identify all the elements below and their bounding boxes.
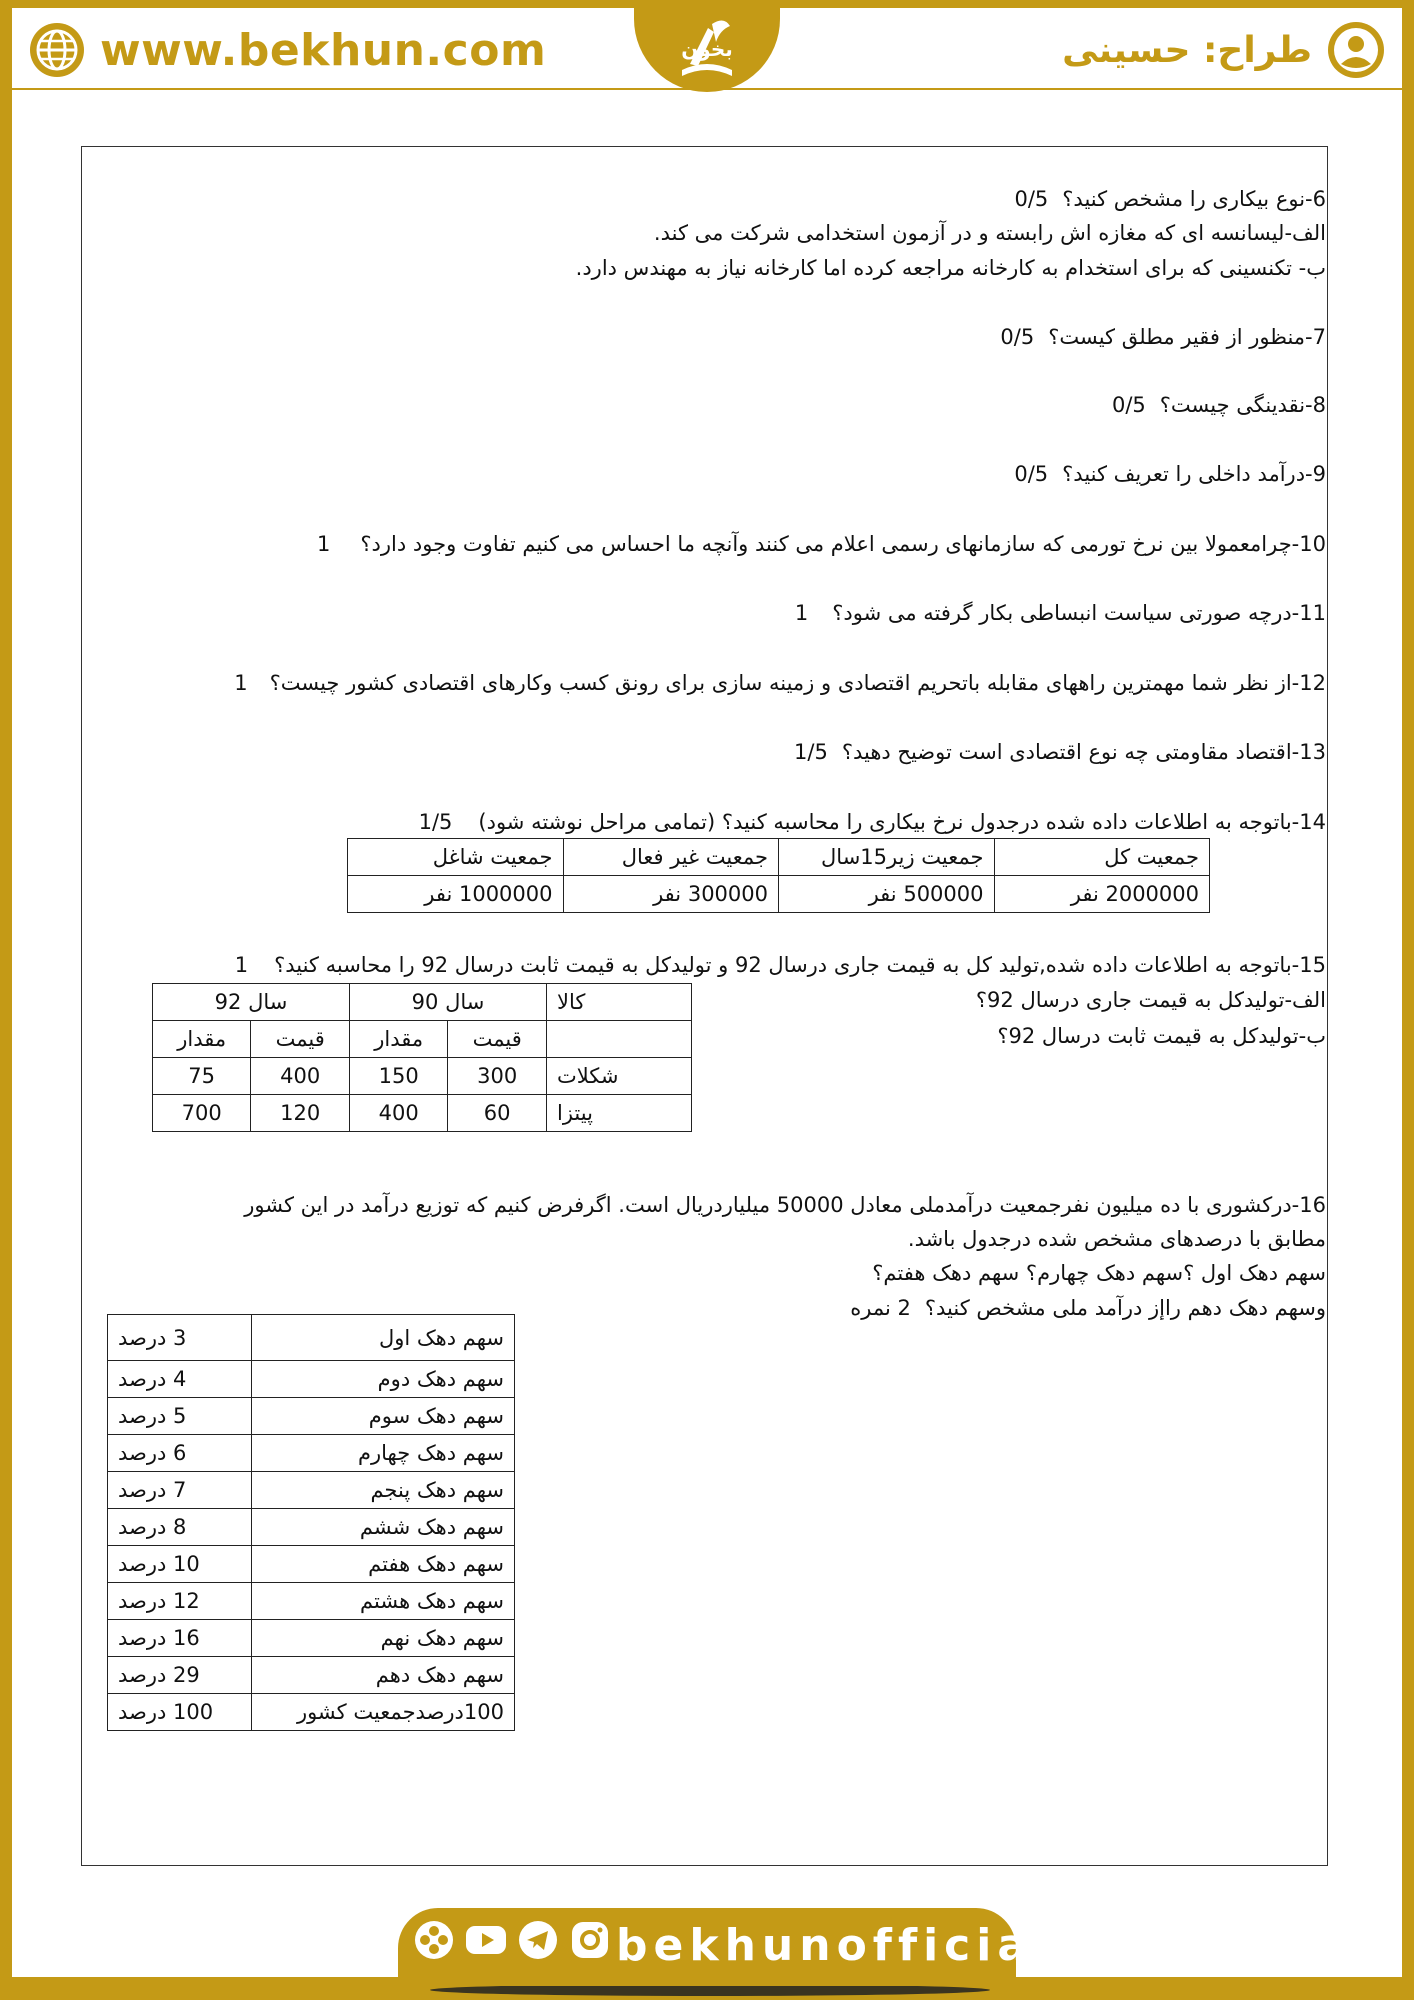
site-url[interactable]: www.bekhun.com: [100, 24, 547, 76]
table-cell: سال 90: [350, 984, 547, 1021]
table-cell: 5 درصد: [108, 1398, 252, 1435]
table-row: [108, 1509, 515, 1546]
table-cell: 7 درصد: [108, 1472, 252, 1509]
q16-table: [107, 1314, 515, 1731]
q14: 14-باتوجه به اطلاعات داده شده درجدول نرخ بیکاری را محاسبه کنید؟ (تمامی مراحل نوشته شود)1/5: [418, 810, 1326, 834]
q16-line4: وسهم دهک دهم راإز درآمد ملی مشخص کنید؟2 نمره: [850, 1296, 1326, 1320]
table-row: [108, 1435, 515, 1472]
table-cell: سهم دهک نهم: [252, 1620, 515, 1657]
table-cell: 75: [153, 1058, 251, 1095]
q6-b: ب- تکنسینی که برای استخدام به کارخانه مراجعه کرده اما کارخانه نیاز به مهندس دارد.: [575, 256, 1326, 280]
table-cell: [547, 1021, 692, 1058]
instagram-icon[interactable]: [568, 1918, 612, 1962]
designer-name: طراح: حسینی: [1062, 29, 1312, 71]
table-cell: 500000 نفر: [779, 876, 995, 913]
table-row: [153, 1058, 692, 1095]
table-cell: سهم دهک چهارم: [252, 1435, 515, 1472]
table-cell: 1000000 نفر: [348, 876, 564, 913]
table-cell: جمعیت زیر15سال: [779, 839, 995, 876]
logo-text: بخون: [681, 37, 733, 61]
table-cell: سهم دهک دهم: [252, 1657, 515, 1694]
table-row: [153, 1095, 692, 1132]
table-row: [108, 1361, 515, 1398]
table-row: [348, 839, 1210, 876]
youtube-icon[interactable]: [464, 1918, 508, 1962]
q16-line2: مطابق با درصدهای مشخص شده درجدول باشد.: [907, 1227, 1326, 1251]
table-cell: مقدار: [350, 1021, 448, 1058]
table-row: [108, 1694, 515, 1731]
q13: 13-اقتصاد مقاومتی چه نوع اقتصادی است توضیح دهید؟1/5: [794, 740, 1326, 764]
table-cell: جمعیت کل: [994, 839, 1210, 876]
table-cell: 29 درصد: [108, 1657, 252, 1694]
table-row: [108, 1472, 515, 1509]
table-cell: 12 درصد: [108, 1583, 252, 1620]
table-row: [108, 1398, 515, 1435]
table-cell: 8 درصد: [108, 1509, 252, 1546]
social-handle[interactable]: bekhunofficial: [616, 1920, 1055, 1971]
table-cell: 400: [350, 1095, 448, 1132]
table-cell: 100 درصد: [108, 1694, 252, 1731]
table-cell: سال 92: [153, 984, 350, 1021]
table-cell: 100درصدجمعیت کشور: [252, 1694, 515, 1731]
table-cell: جمعیت غیر فعال: [563, 839, 779, 876]
table-row: [108, 1583, 515, 1620]
globe-icon: [28, 21, 86, 79]
q9: 9-درآمد داخلی را تعریف کنید؟0/5: [1014, 462, 1326, 486]
table-cell: قیمت: [448, 1021, 547, 1058]
table-cell: سهم دهک اول: [252, 1315, 515, 1361]
table-cell: سهم دهک هفتم: [252, 1546, 515, 1583]
table-cell: 3 درصد: [108, 1315, 252, 1361]
q6-title: 6-نوع بیکاری را مشخص کنید؟0/5: [1014, 187, 1326, 211]
table-cell: 150: [350, 1058, 448, 1095]
table-row: [108, 1546, 515, 1583]
q12: 12-از نظر شما مهمترین راههای مقابله باتحریم اقتصادی و زمینه سازی برای رونق کسب وکارهای اقتصادی کشور چیست؟1: [234, 671, 1326, 695]
table-cell: کالا: [547, 984, 692, 1021]
q8: 8-نقدینگی چیست؟0/5: [1111, 393, 1326, 417]
q15-table: [152, 983, 692, 1132]
table-row: [153, 984, 692, 1021]
table-row: [108, 1620, 515, 1657]
table-cell: 6 درصد: [108, 1435, 252, 1472]
table-cell: جمعیت شاغل: [348, 839, 564, 876]
table-cell: سهم دهک دوم: [252, 1361, 515, 1398]
social-icons: [412, 1918, 612, 1962]
table-cell: 400: [251, 1058, 350, 1095]
telegram-icon[interactable]: [516, 1918, 560, 1962]
site-link[interactable]: [28, 20, 546, 80]
book-logo-icon: [662, 8, 752, 88]
table-cell: سهم دهک هشتم: [252, 1583, 515, 1620]
table-row: [108, 1657, 515, 1694]
q6-score: 0/5: [1014, 187, 1049, 211]
table-cell: 16 درصد: [108, 1620, 252, 1657]
table-cell: پیتزا: [547, 1095, 692, 1132]
q11: 11-درچه صورتی سیاست انبساطی بکار گرفته می شود؟1: [794, 601, 1326, 625]
aparat-icon[interactable]: [412, 1918, 456, 1962]
table-cell: 60: [448, 1095, 547, 1132]
table-row: [348, 876, 1210, 913]
table-cell: 300000 نفر: [563, 876, 779, 913]
table-cell: مقدار: [153, 1021, 251, 1058]
table-cell: 4 درصد: [108, 1361, 252, 1398]
q15-a: الف-تولیدکل به قیمت جاری درسال 92؟: [975, 988, 1326, 1012]
table-cell: شکلات: [547, 1058, 692, 1095]
q16-line1: 16-درکشوری با ده میلیون نفرجمعیت درآمدملی معادل 50000 میلیاردریال است. اگرفرض کنیم که توزیع درآمد در این کشور: [244, 1193, 1326, 1217]
q7: 7-منظور از فقیر مطلق کیست؟0/5: [1000, 325, 1326, 349]
q10: 10-چرامعمولا بین نرخ تورمی که سازمانهای رسمی اعلام می کنند وآنچه ما احساس می کنیم تفاوت وجود دارد؟1: [317, 532, 1326, 556]
table-cell: سهم دهک پنجم: [252, 1472, 515, 1509]
q15-b: ب-تولیدکل به قیمت ثابت درسال 92؟: [997, 1024, 1326, 1048]
table-row: [108, 1315, 515, 1361]
table-cell: سهم دهک ششم: [252, 1509, 515, 1546]
user-avatar-icon: [1326, 20, 1386, 80]
q15: 15-باتوجه به اطلاعات داده شده,تولید کل به قیمت جاری درسال 92 و تولیدکل به قیمت ثابت درسال 92 را محاسبه کنید؟1: [234, 953, 1326, 977]
table-cell: 2000000 نفر: [994, 876, 1210, 913]
q16-score: 2 نمره: [850, 1296, 911, 1320]
q6-a: الف-لیسانسه ای که مغازه اش رابسته و در آزمون استخدامی شرکت می کند.: [653, 221, 1326, 245]
table-cell: 10 درصد: [108, 1546, 252, 1583]
table-cell: 120: [251, 1095, 350, 1132]
table-cell: قیمت: [251, 1021, 350, 1058]
q16-line3: سهم دهک اول ؟سهم دهک چهارم؟ سهم دهک هفتم؟: [872, 1261, 1326, 1285]
designer: [1062, 18, 1386, 82]
table-cell: 300: [448, 1058, 547, 1095]
table-cell: 700: [153, 1095, 251, 1132]
table-cell: سهم دهک سوم: [252, 1398, 515, 1435]
table-row: [153, 1021, 692, 1058]
q14-table: [347, 838, 1210, 913]
